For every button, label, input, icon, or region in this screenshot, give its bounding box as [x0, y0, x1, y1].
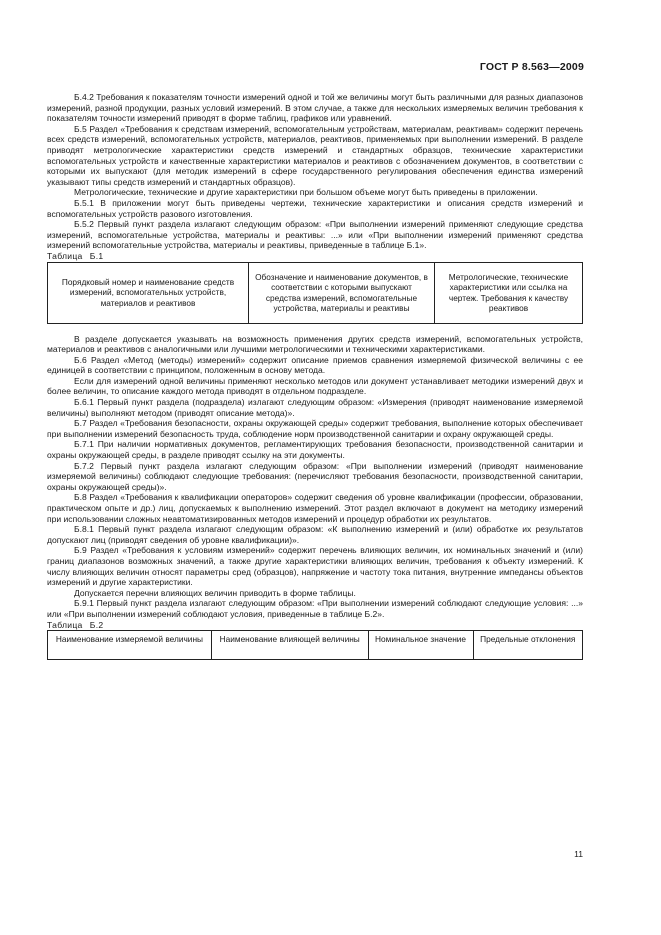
paragraph: Б.7.2 Первый пункт раздела излагают следующим образом: «При выполнении измерений (приводят наименование измеряемой величины) соблюдают следующие требования: (перечисляют требования безопасности, производственной санитарии, охраны окружающей среды)». [47, 460, 583, 492]
paragraph: Б.8.1 Первый пункт раздела излагают следующим образом: «К выполнению измерений и (или) обработке их результатов допускают лиц (приводят сведения об уровне квалификации)». [47, 524, 583, 545]
table-number: Б.2 [89, 619, 104, 630]
table-header-cell: Обозначение и наименование документов, в соответствии с которыми выпускают средства измерений, вспомогательные устройства, материалы и реактивы [249, 262, 435, 323]
table-number: Б.1 [89, 250, 104, 261]
table-b1-title [47, 251, 583, 262]
table-b1 [47, 262, 583, 324]
table-header-cell: Наименование влияющей величины [211, 631, 368, 660]
table-header-cell: Предельные отклонения [473, 631, 582, 660]
section-b4-b5 [47, 92, 583, 251]
table-header-cell: Метрологические, технические характеристики или ссылка на чертеж. Требования к качеству реактивов [435, 262, 583, 323]
paragraph: Б.5 Раздел «Требования к средствам измерений, вспомогательным устройствам, материалам, реактивам» содержит перечень всех средств измерений, вспомогательных устройств, материалов, реактивов, применяемых при выполнении измерений. В разделе приводят метрологические характеристики средств измерений и стандартных образцов, технические характеристики вспомогательных устройств и качественные характеристики материалов и реактивов с обозначением документов, в соответствии с которыми их выпускают (для методик измерений в сфере государственного регулирования обеспечения единства измерений указывают типы средств измерений и стандартных образцов). [47, 123, 583, 187]
paragraph: Б.5.1 В приложении могут быть приведены чертежи, технические характеристики и описания средств измерений и вспомогательных устройств разового изготовления. [47, 197, 583, 219]
paragraph: Б.4.2 Требования к показателям точности измерений одной и той же величины могут быть различными для разных диапазонов измерений, разной продукции, разных условий измерений. В этом случае, а также для нескольких измеряемых величин требования к показателям точности измерений приводят в форме таблиц, графиков или уравнений. [47, 92, 583, 124]
section-b6-b9 [47, 334, 583, 620]
table-header-cell: Наименование измеряемой величины [48, 631, 212, 660]
document-body [47, 92, 583, 660]
paragraph: Б.8 Раздел «Требования к квалификации операторов» содержит сведения об уровне квалификации (профессии, образовании, практическом опыте и др.) лиц, допускаемых к выполнению измерений. Этот раздел включают в документ на методику измерений при использовании сложных неавтоматизированных методов измерений и процедур обработки их результатов. [47, 492, 583, 524]
paragraph: Б.9 Раздел «Требования к условиям измерений» содержит перечень влияющих величин, их номинальных значений и (или) границ диапазонов возможных значений, а также другие характеристики влияющих величин, требования к объекту измерений. К числу влияющих величин относят параметры сред (образцов), напряжение и частоту тока питания, внутренние импедансы объектов измерений и другие характеристики. [47, 545, 583, 588]
paragraph: Допускается перечни влияющих величин приводить в форме таблицы. [74, 587, 356, 598]
paragraph: Б.5.2 Первый пункт раздела излагают следующим образом: «При выполнении измерений применяют следующие средства измерений, вспомогательные устройства, материалы и реактивы: ...» или «При выполнении измерений применяют средства измерений вспомогательные устройства, материалы и реактивы, приведенные в таблице Б.1». [47, 219, 583, 251]
table-header-cell: Номинальное значение [368, 631, 473, 660]
paragraph: Метрологические, технические и другие характеристики при большом объеме могут быть приведены в приложении. [74, 187, 538, 198]
paragraph: Б.7 Раздел «Требования безопасности, охраны окружающей среды» содержит требования, выполнение которых обеспечивает при выполнении измерений безопасность труда, соблюдение норм производственной санитарии и охрану окружающей среды. [47, 418, 583, 439]
paragraph: Б.9.1 Первый пункт раздела излагают следующим образом: «При выполнении измерений соблюдают следующие условия: ...» или «При выполнении измерений соблюдают условия, приведенные в таблице Б.2». [47, 598, 583, 619]
paragraph: Б.7.1 При наличии нормативных документов, регламентирующих требования безопасности, производственной санитарии и охраны окружающей среды, в разделе приводят ссылку на эти документы. [47, 439, 583, 461]
paragraph: В разделе допускается указывать на возможность применения других средств измерений, вспомогательных устройств, материалов и реактивов с аналогичными или лучшими метрологическими и техническими характеристиками. [47, 333, 583, 355]
table-label: Таблица [47, 619, 83, 630]
table-b2 [47, 630, 583, 660]
paragraph: Б.6.1 Первый пункт раздела (подраздела) излагают следующим образом: «Измерения (приводят наименование измеряемой величины) выполняют методом (приводят описание метода)». [47, 397, 583, 418]
standard-designation: ГОСТ Р 8.563—2009 [479, 61, 584, 73]
table-header-row [48, 262, 583, 323]
table-header-cell: Порядковый номер и наименование средств измерений, вспомогательных устройств, материалов и реактивов [48, 262, 249, 323]
paragraph: Если для измерений одной величины применяют несколько методов или документ устанавливает методики измерений двух и более величин, то описание каждого метода приводят в отдельном подразделе. [47, 375, 583, 397]
paragraph: Б.6 Раздел «Метод (методы) измерений» содержит описание приемов сравнения измеряемой физической величины с ее единицей в соответствии с принципом, положенным в основу метода. [47, 354, 583, 376]
table-header-row [48, 631, 583, 660]
table-label: Таблица [47, 250, 83, 261]
table-b2-title [47, 620, 583, 631]
page-number: 11 [574, 849, 583, 859]
